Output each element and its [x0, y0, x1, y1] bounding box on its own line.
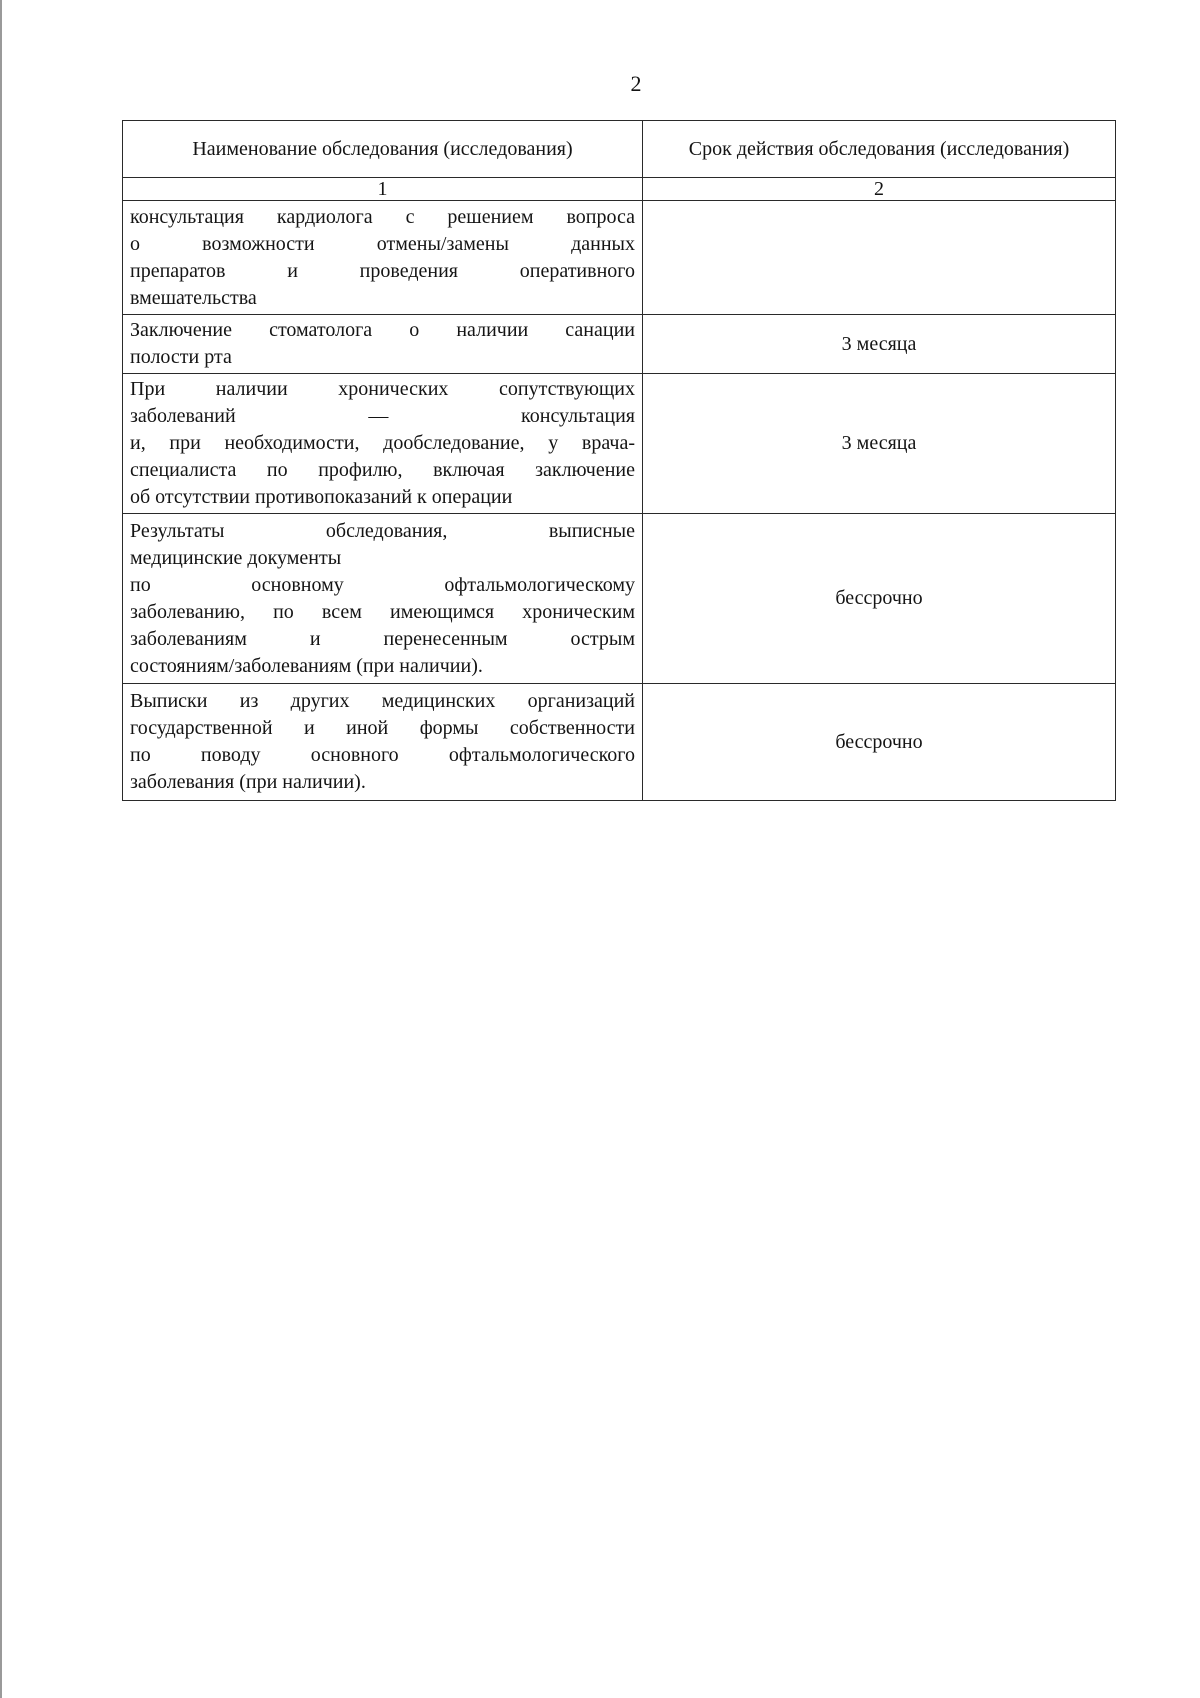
cell-line: государственной и иной формы собственности	[130, 717, 635, 739]
cell-line: медицинские документы	[130, 546, 342, 569]
cell-line: При наличии хронических сопутствующих	[130, 378, 635, 400]
examination-name-cell	[123, 374, 643, 514]
cell-line: о возможности отмены/замены данных	[130, 232, 635, 255]
header-validity-period: Срок действия обследования (исследования)	[643, 121, 1116, 178]
cell-line: вмешательства	[130, 286, 257, 309]
cell-line: консультация кардиолога с решением вопроса	[130, 205, 635, 228]
table-row	[123, 514, 1116, 684]
cell-line: Выписки из других медицинских организаций	[130, 690, 635, 712]
table-row	[123, 684, 1116, 801]
cell-line: об отсутствии противопоказаний к операции	[130, 486, 513, 508]
cell-line: заболеваниям и перенесенным острым	[130, 627, 635, 650]
cell-line: Результаты обследования, выписные	[130, 519, 635, 542]
validity-period-cell: 3 месяца	[643, 315, 1116, 374]
validity-period-cell	[643, 201, 1116, 315]
examination-table	[122, 120, 1116, 801]
cell-line: заболеваний — консультация	[130, 405, 635, 427]
examination-name-cell	[123, 514, 643, 684]
page-number: 2	[630, 71, 642, 96]
validity-period-cell: 3 месяца	[643, 374, 1116, 514]
cell-line: заболевания (при наличии).	[130, 771, 366, 793]
cell-line: препаратов и проведения оперативного	[130, 259, 635, 282]
examination-name-cell	[123, 315, 643, 374]
table-header-row	[123, 121, 1116, 178]
examination-name-cell	[123, 201, 643, 315]
cell-line: полости рта	[130, 346, 232, 368]
validity-period-cell: бессрочно	[643, 514, 1116, 684]
cell-line: заболеванию, по всем имеющимся хроническим	[130, 600, 635, 623]
column-number-row	[123, 178, 1116, 201]
cell-line: по поводу основного офтальмологического	[130, 744, 635, 766]
cell-line: состояниям/заболеваниям (при наличии).	[130, 654, 483, 677]
cell-line: и, при необходимости, дообследование, у врача-	[130, 432, 635, 454]
column-number-1: 1	[123, 178, 643, 201]
table-row	[123, 315, 1116, 374]
table-row	[123, 201, 1116, 315]
cell-line: по основному офтальмологическому	[130, 573, 635, 596]
cell-line: Заключение стоматолога о наличии санации	[130, 319, 635, 341]
table-row	[123, 374, 1116, 514]
cell-line: специалиста по профилю, включая заключение	[130, 459, 635, 481]
validity-period-cell: бессрочно	[643, 684, 1116, 801]
page-edge	[0, 0, 2, 1698]
column-number-2: 2	[643, 178, 1116, 201]
examination-name-cell	[123, 684, 643, 801]
header-examination-name: Наименование обследования (исследования)	[123, 121, 643, 178]
